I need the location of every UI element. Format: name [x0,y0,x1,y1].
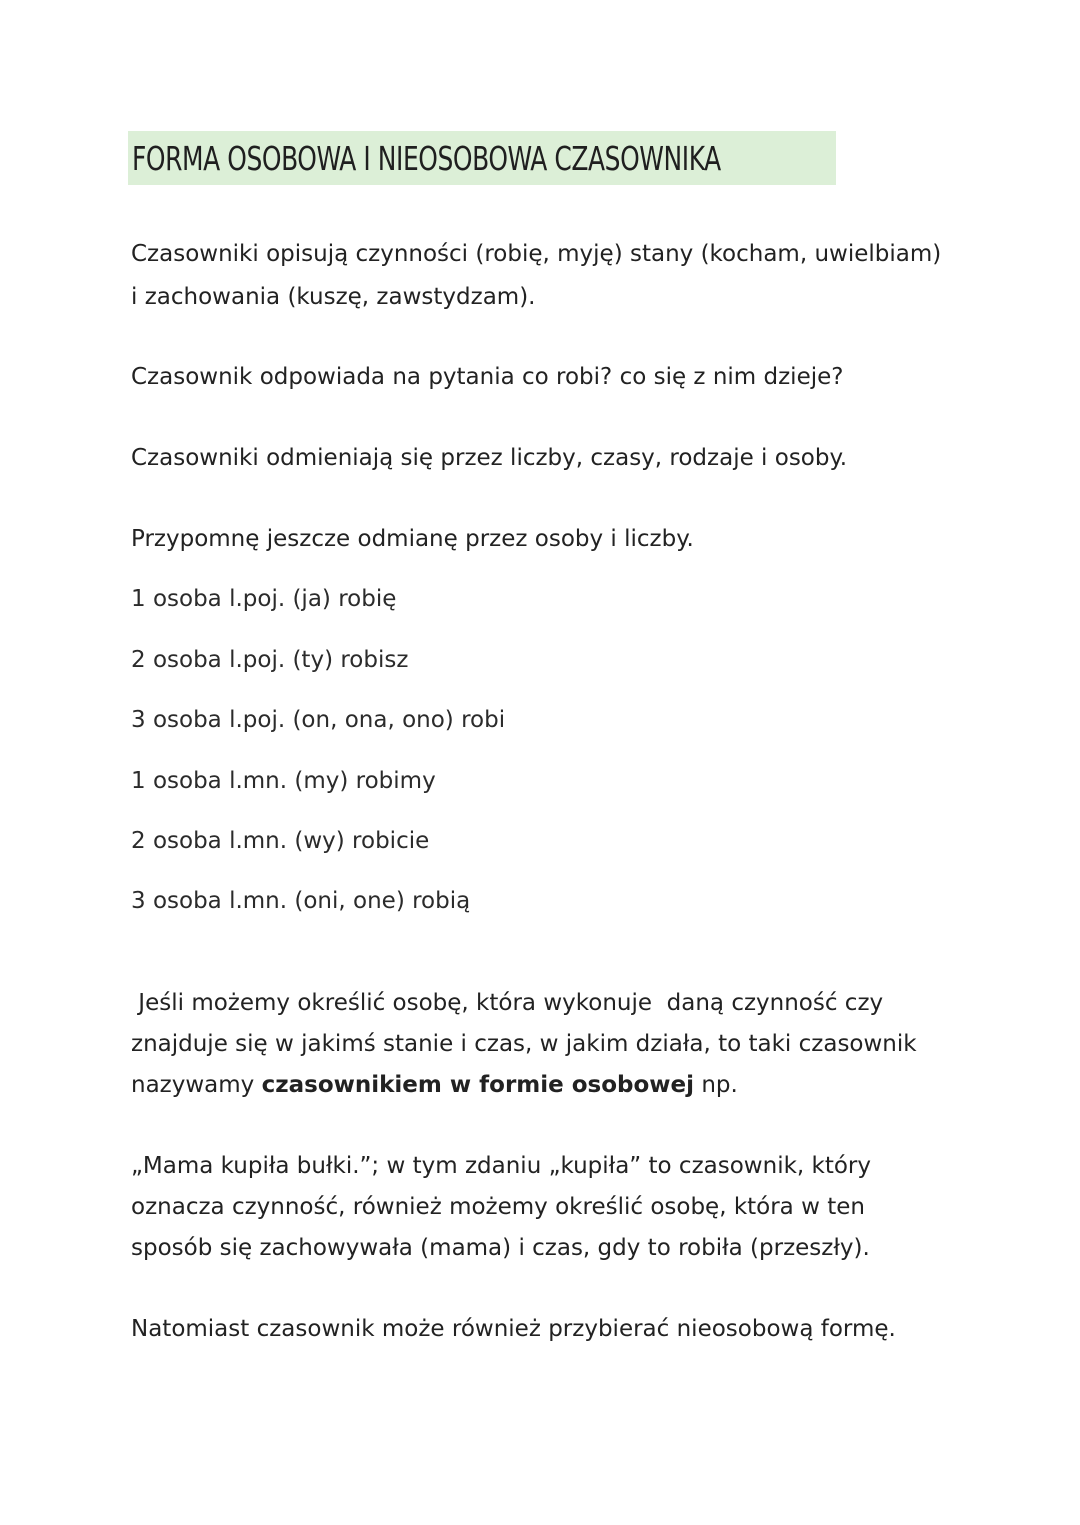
example-line-1: „Mama kupiła bułki.”; w tym zdaniu „kupiła” to czasownik, który [131,1153,871,1179]
conjugation-item: 1 osoba l.mn. (my) robimy [131,768,436,794]
conjugation-item: 3 osoba l.mn. (oni, one) robią [131,888,471,914]
definition-line-2: znajduje się w jakimś stanie i czas, w jakim działa, to taki czasownik [131,1031,917,1057]
intro-line-1: Czasowniki opisują czynności (robię, myję) stany (kocham, uwielbiam) [131,241,942,267]
closing-paragraph: Natomiast czasownik może również przybierać nieosobową formę. [131,1316,896,1342]
conjugation-item: 2 osoba l.poj. (ty) robisz [131,647,409,673]
conjugation-item: 1 osoba l.poj. (ja) robię [131,586,397,612]
reminder-paragraph: Przypomnę jeszcze odmianę przez osoby i liczby. [131,526,694,552]
key-term: czasownikiem w formie osobowej [261,1072,695,1098]
inflection-paragraph: Czasowniki odmieniają się przez liczby, czasy, rodzaje i osoby. [131,445,848,471]
definition-line-1: Jeśli możemy określić osobę, która wykonuje daną czynność czy [131,990,884,1016]
definition-text: nazywamy [131,1072,262,1098]
title-highlight [128,131,836,185]
page-title: FORMA OSOBOWA I NIEOSOBOWA CZASOWNIKA [132,138,721,178]
definition-suffix: np. [694,1072,738,1098]
question-paragraph: Czasownik odpowiada na pytania co robi? co się z nim dzieje? [131,364,844,390]
conjugation-item: 2 osoba l.mn. (wy) robicie [131,828,430,854]
intro-line-2: i zachowania (kuszę, zawstydzam). [131,284,536,310]
example-line-3: sposób się zachowywała (mama) i czas, gdy to robiła (przeszły). [131,1235,870,1261]
definition-line-3 [131,1070,738,1100]
conjugation-item: 3 osoba l.poj. (on, ona, ono) robi [131,707,506,733]
example-line-2: oznacza czynność, również możemy określić osobę, która w ten [131,1194,865,1220]
